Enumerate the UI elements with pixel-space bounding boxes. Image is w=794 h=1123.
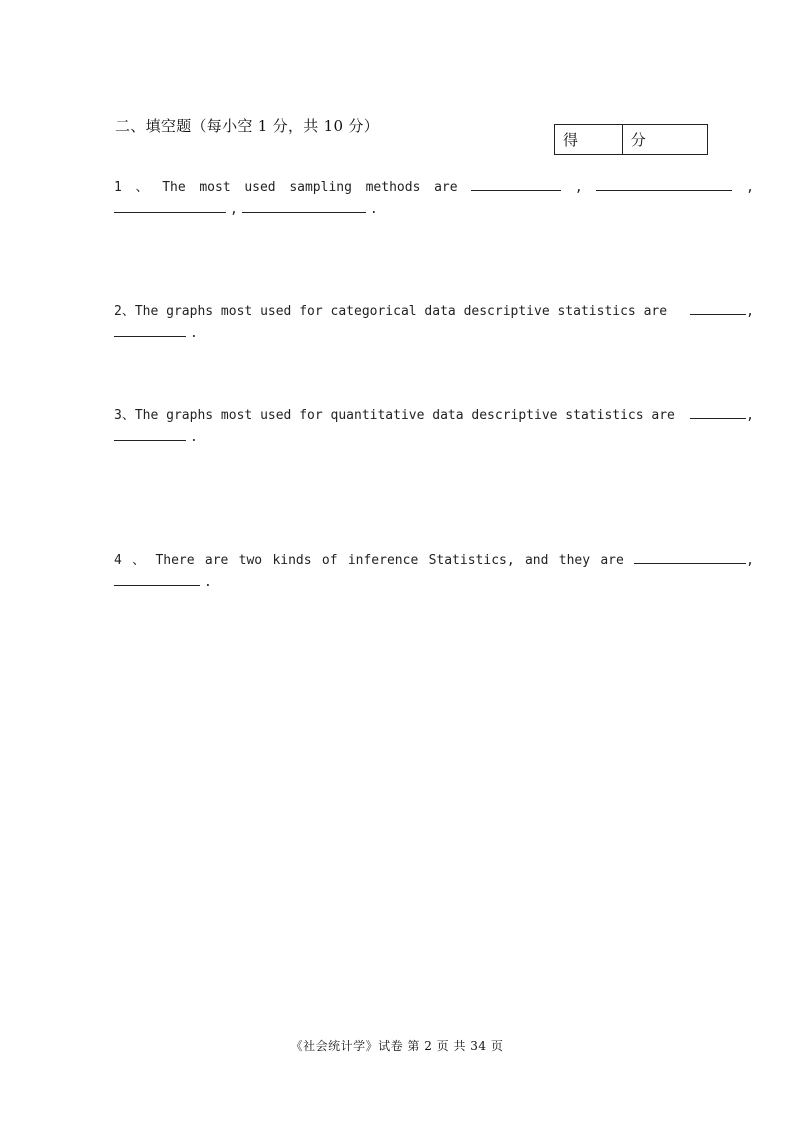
question-tail — [634, 549, 754, 572]
score-table — [554, 124, 708, 155]
answer-blank[interactable] — [471, 176, 561, 191]
answer-blank[interactable] — [596, 176, 732, 191]
question-word: are — [434, 180, 458, 195]
punctuation: , — [746, 304, 754, 319]
answer-blank[interactable] — [634, 549, 746, 564]
punctuation: , — [746, 553, 754, 568]
punctuation: , — [230, 202, 238, 217]
answer-blank[interactable] — [114, 322, 186, 337]
question-word: There — [155, 553, 195, 568]
question-word: inference — [347, 553, 419, 568]
question-word: are — [204, 553, 229, 568]
question-number: 2 — [114, 304, 122, 319]
question-separator: 、 — [135, 180, 149, 195]
section-heading: 二、填空题（每小空 1 分，共 10 分） — [115, 117, 380, 135]
punctuation: . — [190, 326, 198, 341]
question-word: kinds — [272, 553, 312, 568]
question-3 — [114, 404, 754, 448]
question-word: methods — [365, 180, 421, 195]
punctuation: , — [574, 180, 583, 195]
question-word: and — [524, 553, 549, 568]
question-2-line-1 — [114, 300, 754, 322]
question-separator: 、 — [132, 553, 146, 568]
question-3-line-2 — [114, 426, 754, 448]
question-3-line-1 — [114, 404, 754, 426]
answer-blank[interactable] — [690, 404, 746, 419]
question-word: they — [558, 553, 591, 568]
question-text: The graphs most used for quantitative data descriptive statistics are — [134, 408, 675, 423]
question-1-line-2 — [114, 198, 754, 220]
question-word: Statistics, — [428, 553, 515, 568]
question-word: two — [238, 553, 263, 568]
question-number: 1 — [114, 180, 122, 195]
answer-blank[interactable] — [690, 300, 746, 315]
punctuation: , — [746, 180, 754, 195]
question-separator: 、 — [121, 408, 135, 423]
question-word: used — [244, 180, 276, 195]
question-1-line-1 — [114, 176, 754, 198]
question-1 — [114, 176, 754, 220]
score-value-cell[interactable] — [623, 125, 707, 154]
answer-blank[interactable] — [114, 198, 226, 213]
punctuation: . — [190, 430, 198, 445]
score-label: 得 分 — [555, 125, 623, 154]
answer-blank[interactable] — [242, 198, 366, 213]
punctuation: . — [204, 575, 212, 590]
question-text: The graphs most used for categorical data descriptive statistics are — [134, 304, 668, 319]
question-number: 4 — [114, 553, 122, 568]
question-lead — [114, 301, 667, 323]
page-footer: 《社会统计学》试卷 第 2 页 共 34 页 — [290, 1039, 504, 1053]
question-4 — [114, 549, 754, 593]
question-word: The — [162, 180, 186, 195]
question-4-line-1 — [114, 549, 754, 571]
answer-blank[interactable] — [114, 426, 186, 441]
answer-blank[interactable] — [114, 571, 200, 586]
question-word: of — [321, 553, 338, 568]
question-2-line-2 — [114, 322, 754, 344]
punctuation: , — [746, 408, 754, 423]
question-separator: 、 — [121, 304, 135, 319]
question-number: 3 — [114, 408, 122, 423]
question-word: most — [199, 180, 231, 195]
question-2 — [114, 300, 754, 344]
punctuation: . — [369, 202, 378, 217]
question-tail — [690, 300, 754, 323]
question-word: are — [600, 553, 624, 568]
question-4-line-2 — [114, 571, 754, 593]
question-tail — [690, 404, 754, 427]
question-lead — [114, 405, 675, 427]
question-word: sampling — [289, 180, 352, 195]
